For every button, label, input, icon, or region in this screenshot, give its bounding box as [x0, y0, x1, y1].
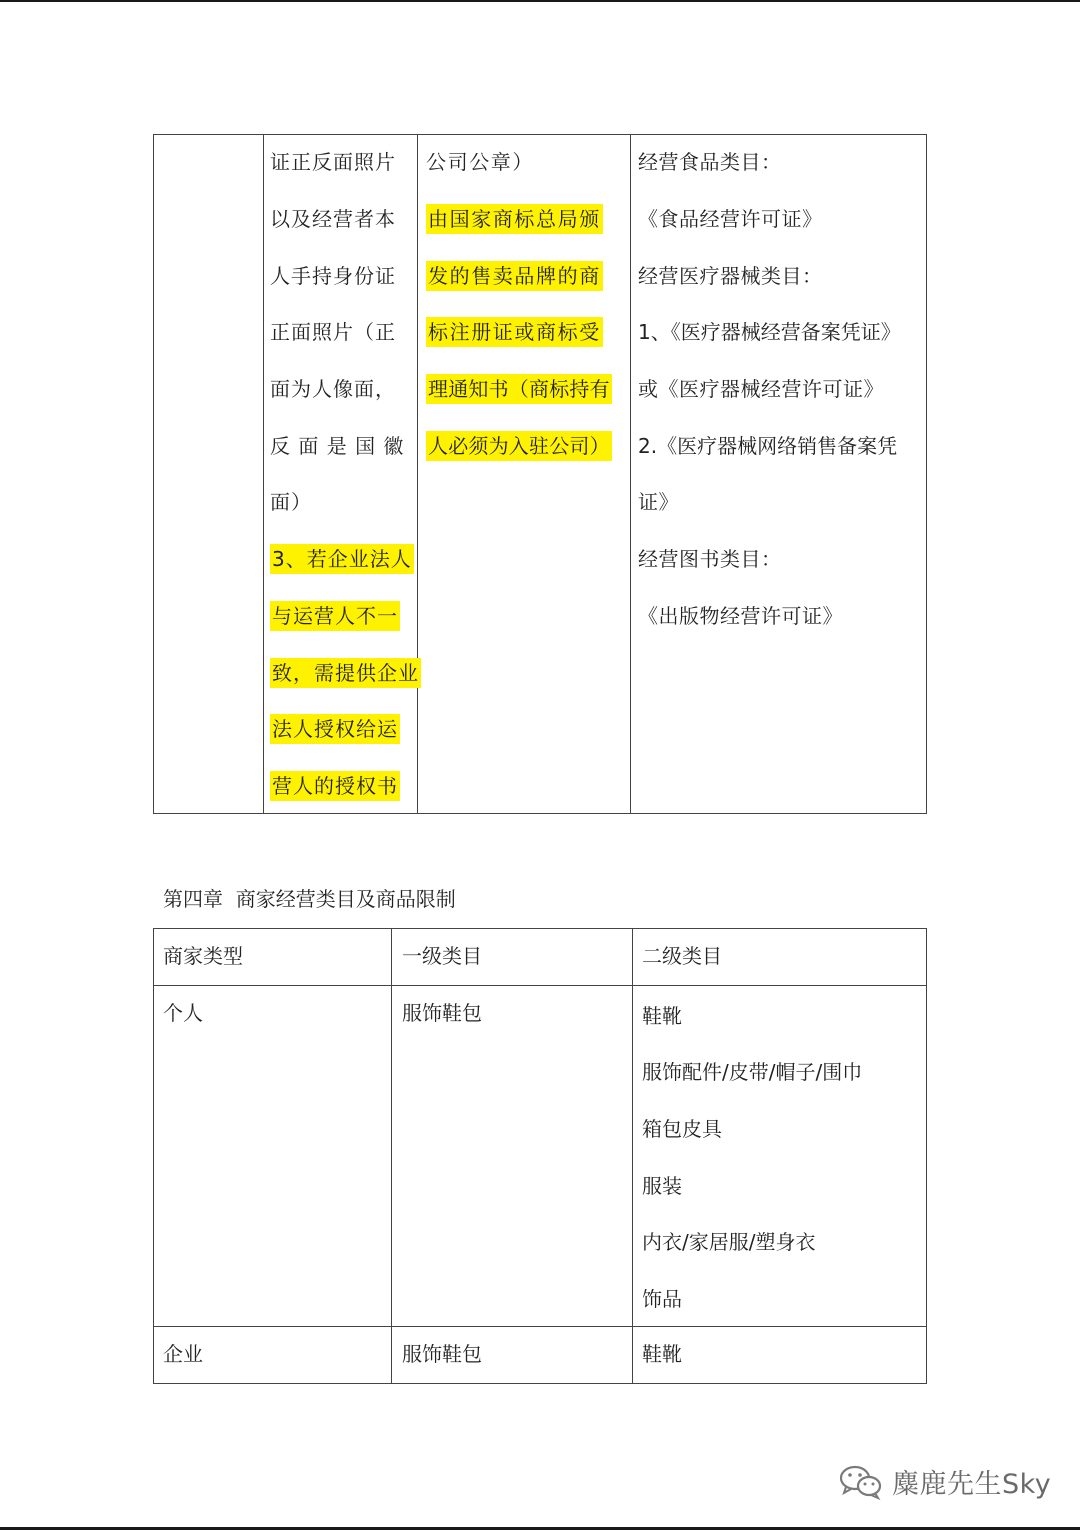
license-line: 证》	[638, 490, 679, 515]
table-divider-1	[263, 134, 264, 814]
qualification-line: 正面照片（正	[270, 320, 396, 345]
qualification-line: 人手持身份证	[270, 263, 396, 288]
qualification-line: 以及经营者本	[270, 207, 396, 232]
license-line: 经营医疗器械类目：	[638, 263, 823, 288]
page-bottom-edge	[0, 1527, 1080, 1530]
trademark-column	[426, 134, 626, 474]
highlighted-line: 与运营人不一	[270, 588, 410, 645]
table-border-left	[153, 134, 154, 814]
table-divider-2	[417, 134, 418, 814]
cat-border-top	[153, 928, 927, 929]
highlighted-line: 由国家商标总局颁	[426, 191, 626, 248]
table-border-right	[926, 134, 927, 814]
qualification-line: 面）	[270, 490, 312, 515]
header-level1: 一级类目	[402, 944, 482, 968]
qualification-line: 反 面 是 国 徽	[270, 433, 405, 458]
qualification-column	[270, 134, 419, 814]
row-individual-level2	[642, 986, 862, 1326]
license-line: 2.《医疗器械网络销售备案凭	[638, 433, 898, 458]
cat-divider-2	[632, 928, 633, 1384]
cat-divider-1	[391, 928, 392, 1384]
level2-item: 鞋靴	[642, 1003, 682, 1028]
level2-item: 内衣/家居服/塑身衣	[642, 1230, 816, 1255]
qualification-line: 面为人像面，	[270, 377, 396, 402]
row-enterprise-level2: 鞋靴	[642, 1342, 682, 1366]
page-top-edge	[0, 0, 1080, 2]
highlighted-line: 人必须为入驻公司）	[426, 417, 626, 474]
row-individual-level1: 服饰鞋包	[402, 1001, 482, 1025]
table-divider-3	[630, 134, 631, 814]
cat-row-divider	[153, 1326, 927, 1327]
trademark-line: 公司公章）	[426, 150, 534, 175]
header-level2: 二级类目	[642, 944, 722, 968]
license-column	[638, 134, 923, 644]
chapter-title: 第四章 商家经营类目及商品限制	[163, 887, 456, 911]
header-merchant-type: 商家类型	[163, 944, 243, 968]
license-line: 《出版物经营许可证》	[638, 603, 843, 628]
highlighted-line: 3、若企业法人	[270, 531, 410, 588]
highlighted-line: 致，需提供企业	[270, 644, 410, 701]
cat-border-right	[926, 928, 927, 1384]
highlighted-line: 发的售卖品牌的商	[426, 247, 626, 304]
wechat-icon	[838, 1464, 884, 1500]
level2-item: 服饰配件/皮带/帽子/围巾	[642, 1060, 863, 1085]
cat-border-left	[153, 928, 154, 1384]
license-line: 经营食品类目：	[638, 150, 782, 175]
highlighted-line: 标注册证或商标受	[426, 304, 626, 361]
license-line: 经营图书类目：	[638, 547, 782, 572]
level2-item: 服装	[642, 1173, 682, 1198]
row-individual-type: 个人	[163, 1001, 203, 1025]
license-line: 《食品经营许可证》	[638, 207, 823, 232]
watermark-text: 麋鹿先生Sky	[892, 1469, 1052, 1500]
cat-border-bottom	[153, 1383, 927, 1384]
row-enterprise-type: 企业	[163, 1342, 203, 1366]
row-enterprise-level1: 服饰鞋包	[402, 1342, 482, 1366]
watermark	[838, 1462, 1051, 1501]
level2-item: 饰品	[642, 1286, 682, 1311]
license-line: 或《医疗器械经营许可证》	[638, 377, 884, 402]
highlighted-line: 营人的授权书	[270, 758, 410, 815]
highlighted-line: 法人授权给运	[270, 701, 410, 758]
license-line: 1、《医疗器械经营备案凭证》	[638, 320, 901, 345]
level2-item: 箱包皮具	[642, 1116, 722, 1141]
highlighted-line: 理通知书（商标持有	[426, 361, 626, 418]
qualification-line: 证正反面照片	[270, 150, 396, 175]
